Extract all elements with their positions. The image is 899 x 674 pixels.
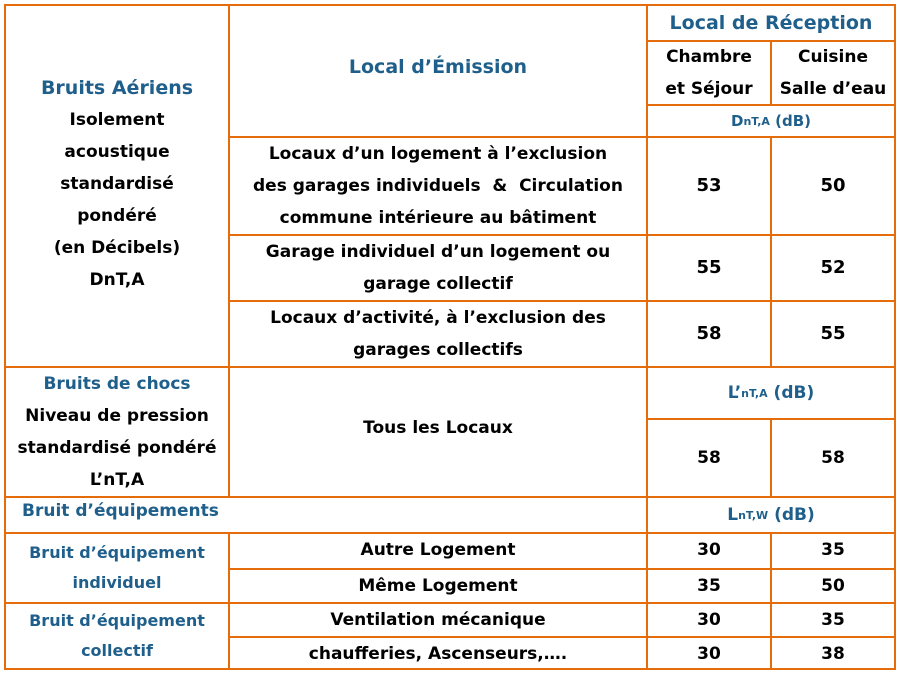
aerial-row-1-v2: 52	[770, 234, 896, 302]
equipment-row	[228, 636, 648, 670]
aerial-row-1-v1: 55	[646, 234, 772, 302]
aerial-row-1-emission	[228, 234, 648, 302]
unit-lnta-sub: nT,A	[741, 386, 768, 400]
impact-title: Bruits de chocs	[43, 374, 191, 394]
aerial-row-0-line-2: commune intérieure au bâtiment	[279, 208, 597, 228]
aerial-desc	[4, 4, 230, 368]
col-header-room2-l2: Salle d’eau	[779, 79, 887, 99]
unit-lnta-tail: (dB)	[767, 383, 815, 403]
equipment-g0-r0-v2: 35	[770, 532, 896, 570]
aerial-row-0-line-1: des garages individuels & Circulation	[253, 176, 623, 196]
unit-dnta-sub: nT,A	[743, 114, 770, 128]
aerial-row-2-v1: 58	[646, 300, 772, 368]
equipment-g1-r1-v2: 38	[770, 636, 896, 670]
unit-dnta-main: D	[730, 112, 744, 130]
aerial-row-2-v2: 55	[770, 300, 896, 368]
impact-emission-label: Tous les Locaux	[363, 418, 513, 438]
aerial-title: Bruits Aériens	[40, 77, 194, 99]
aerial-desc-line-4: (en Décibels)	[53, 238, 181, 258]
aerial-row-0-v1: 53	[646, 136, 772, 236]
reception-title: Local de Réception	[669, 12, 873, 34]
unit-lnta-main: L’	[727, 383, 742, 403]
aerial-desc-line-1: acoustique	[64, 142, 170, 162]
equipment-title-cell	[4, 496, 648, 534]
aerial-row-1-line-0: Garage individuel d’un logement ou	[265, 242, 611, 262]
col-header-room1-l1: Chambre	[666, 47, 752, 67]
impact-v1: 58	[646, 418, 772, 498]
aerial-row-2-line-0: Locaux d’activité, à l’exclusion des	[270, 308, 606, 328]
aerial-desc-line-5: DnT,A	[89, 270, 145, 290]
unit-dnta-tail: (dB)	[769, 112, 812, 130]
equipment-g0-r0-v1: 30	[646, 532, 772, 570]
emission-title: Local d’Émission	[348, 56, 528, 78]
impact-emission	[228, 366, 648, 498]
equipment-row	[228, 532, 648, 570]
equipment-g1-r0-v2: 35	[770, 602, 896, 638]
aerial-row-2-emission	[228, 300, 648, 368]
unit-dnta	[646, 104, 896, 138]
aerial-row-0-emission	[228, 136, 648, 236]
col-header-room1-l2: et Séjour	[665, 79, 753, 99]
unit-lntw-main: L	[727, 505, 739, 525]
impact-desc-line-1: standardisé pondéré	[17, 438, 217, 458]
unit-lntw	[646, 496, 896, 534]
equipment-g1-r0-v1: 30	[646, 602, 772, 638]
equipment-group-0-label-l0: Bruit d’équipement	[29, 543, 205, 562]
aerial-row-1-line-1: garage collectif	[363, 274, 513, 294]
unit-lntw-tail: (dB)	[768, 505, 815, 525]
equipment-group-1-label-l1: collectif	[81, 641, 153, 660]
col-header-room1	[646, 40, 772, 106]
aerial-desc-line-2: standardisé	[60, 174, 174, 194]
impact-desc-line-2: L’nT,A	[89, 470, 145, 490]
equipment-g1-r0-emission: Ventilation mécanique	[330, 610, 546, 630]
emission-header	[228, 4, 648, 138]
equipment-g1-r1-emission: chaufferies, Ascenseurs,….	[308, 644, 568, 664]
equipment-g1-r1-v1: 30	[646, 636, 772, 670]
equipment-g0-r1-v1: 35	[646, 568, 772, 604]
aerial-row-0-v2: 50	[770, 136, 896, 236]
reception-header	[646, 4, 896, 42]
unit-lntw-sub: nT,W	[738, 508, 769, 522]
equipment-group-0-label-l1: individuel	[72, 573, 162, 592]
equipment-g0-r1-v2: 50	[770, 568, 896, 604]
impact-desc-line-0: Niveau de pression	[25, 406, 209, 426]
equipment-group-0-label	[4, 532, 230, 604]
equipment-g0-r1-emission: Même Logement	[358, 576, 518, 596]
impact-desc	[4, 366, 230, 498]
equipment-group-1-label	[4, 602, 230, 670]
equipment-row	[228, 602, 648, 638]
unit-lnta	[646, 366, 896, 420]
equipment-row	[228, 568, 648, 604]
aerial-row-0-line-0: Locaux d’un logement à l’exclusion	[268, 144, 608, 164]
aerial-row-2-line-1: garages collectifs	[353, 340, 523, 360]
aerial-desc-line-0: Isolement	[69, 110, 165, 130]
equipment-title: Bruit d’équipements	[22, 501, 219, 521]
equipment-g0-r0-emission: Autre Logement	[360, 540, 516, 560]
col-header-room2-l1: Cuisine	[798, 47, 868, 67]
aerial-desc-line-3: pondéré	[77, 206, 157, 226]
equipment-group-1-label-l0: Bruit d’équipement	[29, 611, 205, 630]
impact-v2: 58	[770, 418, 896, 498]
col-header-room2	[770, 40, 896, 106]
